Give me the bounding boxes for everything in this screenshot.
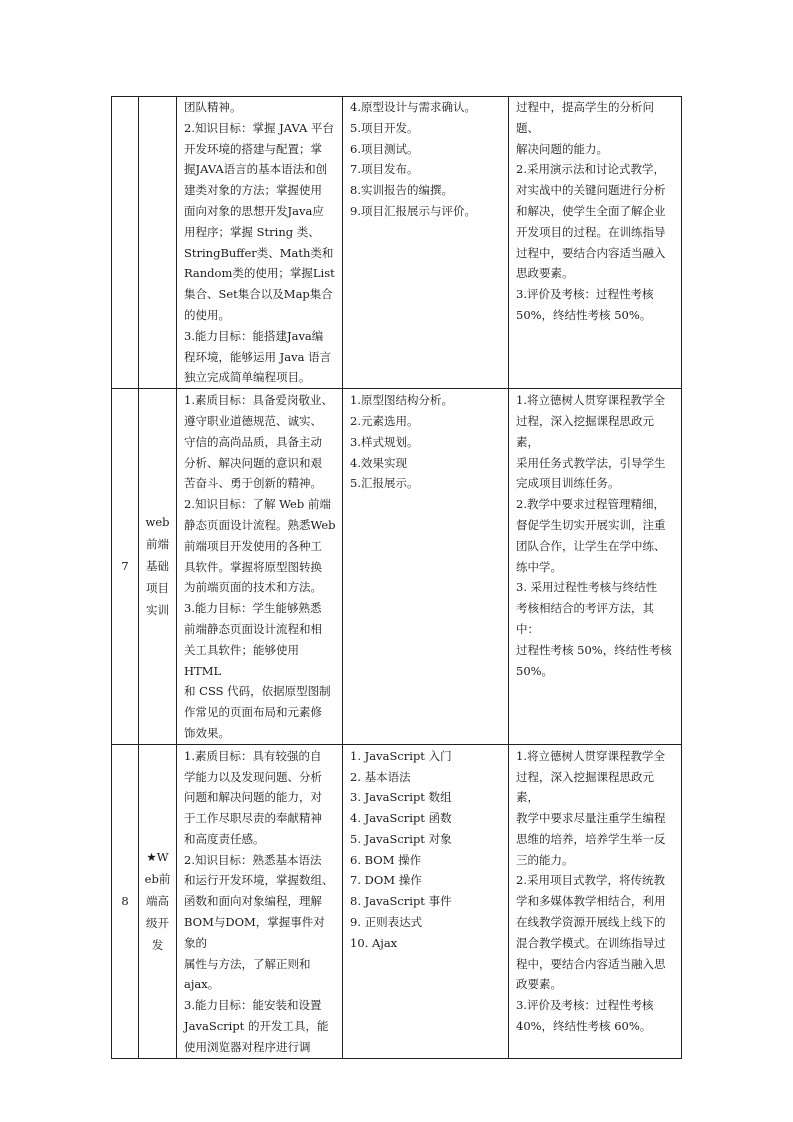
course-goals-line: 用程序；掌握 String 类、	[184, 224, 320, 239]
teaching-methods-line: 完成项目训练任务。	[516, 476, 620, 491]
teaching-methods-line: 团队合作，让学生在学中练、	[516, 538, 666, 553]
course-content-line: 3. JavaScript 数组	[350, 790, 452, 805]
course-goals-line: 问题和解决问题的能力，对	[184, 790, 322, 805]
teaching-methods-line: 督促学生切实开展实训，注重	[516, 517, 666, 532]
course-goals-line: 前端静态页面设计流程和相	[184, 621, 322, 636]
course-content-line: 6.项目测试。	[350, 141, 419, 156]
course-content	[343, 744, 509, 1058]
course-content-line: 5.汇报展示。	[350, 476, 419, 491]
course-goals-line: 的使用。	[184, 307, 230, 322]
teaching-methods-line: 3. 采用过程性考核与终结性	[516, 580, 658, 595]
course-number	[112, 97, 139, 389]
course-goals-line: 学能力以及发现问题、分析	[184, 769, 322, 784]
course-name-line: 实训	[146, 603, 169, 618]
table-row	[112, 389, 682, 745]
teaching-methods-line: 过程中，要结合内容适当融入	[516, 245, 666, 260]
teaching-methods-line: 混合教学模式。在训练指导过	[516, 935, 666, 950]
course-goals	[177, 97, 343, 389]
course-content-line: 10. Ajax	[350, 935, 398, 950]
course-name-line: 发	[151, 938, 164, 953]
course-goals-line: 关工具软件；能够使用 HTML	[184, 642, 299, 678]
course-content-line: 1.原型图结构分析。	[350, 393, 453, 408]
course-number: 8	[112, 744, 139, 1058]
course-name	[139, 97, 177, 389]
course-goals-line: 为前端页面的技术和方法。	[184, 580, 322, 595]
teaching-methods-line: 过程，深入挖掘课程思政元素，	[516, 769, 654, 805]
course-goals-line: 2.知识目标：了解 Web 前端	[184, 497, 331, 512]
course-goals-line: 属性与方法，了解正则和	[184, 956, 311, 971]
course-content-line: 4.原型设计与需求确认。	[350, 100, 476, 114]
course-goals-line: 和 CSS 代码，依据原型图制	[184, 684, 331, 699]
teaching-methods-line: 练中学。	[516, 559, 562, 574]
course-goals-line: 1.素质目标：具有较强的自	[184, 748, 322, 763]
course-content-line: 4.效果实现	[350, 455, 407, 470]
course-name-line: 前端	[146, 537, 169, 552]
course-content-line: 9. 正则表达式	[350, 915, 423, 930]
teaching-methods-line: 程中，要结合内容适当融入思	[516, 956, 666, 971]
course-goals-line: 于工作尽职尽责的奉献精神	[184, 811, 322, 826]
course-name-line: 端高	[146, 894, 169, 909]
course-goals-line: 团队精神。	[184, 100, 242, 114]
course-goals-line: 3.能力目标：能安装和设置	[184, 998, 322, 1013]
course-goals-line: 作常见的页面布局和元素修	[184, 705, 322, 720]
teaching-methods-line: 三的能力。	[516, 852, 574, 867]
teaching-methods-line: 思维的培养，培养学生举一反	[516, 831, 666, 846]
course-content	[343, 389, 509, 745]
course-goals-line: 守信的高尚品质，具备主动	[184, 434, 322, 449]
course-content-line: 2. 基本语法	[350, 769, 411, 784]
course-goals-line: 遵守职业道德规范、诚实、	[184, 413, 322, 428]
teaching-methods-line: 过程性考核 50%，终结性考核	[516, 642, 672, 657]
course-content-line: 7.项目发布。	[350, 162, 419, 177]
teaching-methods-line: 50%。	[516, 663, 554, 678]
course-goals-line: 分析、解决问题的意识和艰	[184, 455, 322, 470]
course-content-line: 4. JavaScript 函数	[350, 811, 452, 826]
course-goals-line: JavaScript 的开发工具，能	[184, 1019, 329, 1034]
teaching-methods-line: 过程，深入挖掘课程思政元素，	[516, 413, 654, 449]
course-goals-line: ajax。	[184, 977, 220, 992]
course-goals-line: 函数和面向对象编程，理解	[184, 894, 322, 909]
teaching-methods-line: 学和多媒体教学相结合，利用	[516, 894, 666, 909]
course-goals-line: 集合、Set集合以及Map集合	[184, 287, 333, 302]
teaching-methods-line: 1.将立德树人贯穿课程教学全	[516, 748, 665, 763]
course-number: 7	[112, 389, 139, 745]
teaching-methods-line: 考核相结合的考评方法，其中：	[516, 601, 654, 636]
course-goals-line: 开发环境的搭建与配置；掌	[184, 141, 322, 156]
teaching-methods-line: 3.评价及考核：过程性考核	[516, 998, 654, 1013]
teaching-methods-line: 开发项目的过程。在训练指导	[516, 224, 666, 239]
course-goals-line: 具软件。掌握将原型图转换	[184, 559, 322, 574]
course-content-line: 1. JavaScript 入门	[350, 748, 452, 763]
course-content-line: 7. DOM 操作	[350, 873, 422, 888]
course-table	[111, 96, 682, 1059]
teaching-methods-line: 和解决，使学生全面了解企业	[516, 203, 666, 218]
teaching-methods-line: 思政要素。	[516, 266, 574, 281]
course-name-line: eb前	[144, 872, 171, 887]
teaching-methods-line: 采用任务式教学法，引导学生	[516, 455, 666, 470]
course-name-line: ★W	[146, 850, 169, 865]
course-goals-line: 2.知识目标：掌握 JAVA 平台	[184, 120, 334, 135]
course-content-line: 3.样式规划。	[350, 434, 419, 449]
course-goals-line: 前端项目开发使用的各种工	[184, 538, 322, 553]
teaching-methods-line: 1.将立德树人贯穿课程教学全	[516, 393, 665, 408]
teaching-methods-line: 50%，终结性考核 50%。	[516, 307, 652, 322]
course-goals-line: 建类对象的方法；掌握使用	[184, 183, 322, 198]
teaching-methods	[509, 97, 682, 389]
course-content-line: 9.项目汇报展示与评价。	[350, 203, 476, 218]
course-name-line: web	[145, 515, 170, 530]
teaching-methods-line: 3.评价及考核：过程性考核	[516, 287, 654, 302]
course-goals-line: 3.能力目标：能搭建Java编	[184, 328, 324, 343]
teaching-methods-line: 教学中要求尽量注重学生编程	[516, 811, 666, 826]
teaching-methods-line: 2.教学中要求过程管理精细，	[516, 497, 665, 512]
course-name	[139, 744, 177, 1058]
course-goals-line: StringBuffer类、Math类和	[184, 245, 334, 260]
course-goals-line: 使用浏览器对程序进行调	[184, 1039, 311, 1054]
course-name-line: 项目	[146, 581, 169, 596]
teaching-methods-line: 2.采用项目式教学，将传统教	[516, 873, 665, 888]
course-goals	[177, 389, 343, 745]
course-content-line: 8. JavaScript 事件	[350, 894, 452, 909]
course-content-line: 8.实训报告的编撰。	[350, 183, 453, 198]
course-goals-line: 和运行开发环境，掌握数组、	[184, 873, 334, 888]
course-goals-line: 饰效果。	[184, 725, 230, 740]
course-table-body	[112, 97, 682, 1059]
course-name-line: 级开	[146, 916, 169, 931]
course-name-line: 基础	[146, 559, 169, 574]
teaching-methods-line: 过程中，提高学生的分析问题、	[516, 100, 654, 135]
teaching-methods-line: 解决问题的能力。	[516, 141, 608, 156]
teaching-methods-line: 40%，终结性考核 60%。	[516, 1019, 652, 1034]
teaching-methods	[509, 389, 682, 745]
course-name	[139, 389, 177, 745]
course-goals	[177, 744, 343, 1058]
course-content-line: 2.元素选用。	[350, 413, 419, 428]
course-goals-line: 握JAVA语言的基本语法和创	[184, 162, 328, 177]
course-content-line: 6. BOM 操作	[350, 852, 422, 867]
teaching-methods-line: 政要素。	[516, 977, 562, 992]
course-goals-line: 1.素质目标：具备爱岗敬业、	[184, 393, 333, 408]
course-goals-line: 程环境，能够运用 Java 语言	[184, 349, 332, 364]
teaching-methods-line: 2.采用演示法和讨论式教学，	[516, 162, 665, 177]
course-goals-line: 面向对象的思想开发Java应	[184, 203, 324, 218]
course-content-line: 5.项目开发。	[350, 120, 419, 135]
teaching-methods	[509, 744, 682, 1058]
teaching-methods-line: 在线教学资源开展线上线下的	[516, 915, 666, 930]
course-goals-line: 独立完成简单编程项目。	[184, 370, 311, 385]
course-goals-line: Random类的使用；掌握List	[184, 266, 335, 281]
course-goals-line: 和高度责任感。	[184, 831, 265, 846]
course-content-line: 5. JavaScript 对象	[350, 831, 452, 846]
course-goals-line: 静态页面设计流程。熟悉Web	[184, 517, 336, 532]
teaching-methods-line: 对实战中的关键问题进行分析	[516, 183, 666, 198]
table-row	[112, 97, 682, 389]
course-goals-line: 3.能力目标：学生能够熟悉	[184, 601, 322, 616]
course-goals-line: 苦奋斗、勇于创新的精神。	[184, 476, 322, 491]
course-goals-line: 2.知识目标：熟悉基本语法	[184, 852, 322, 867]
course-content	[343, 97, 509, 389]
table-row	[112, 744, 682, 1058]
course-goals-line: BOM与DOM，掌握事件对象的	[184, 915, 325, 950]
